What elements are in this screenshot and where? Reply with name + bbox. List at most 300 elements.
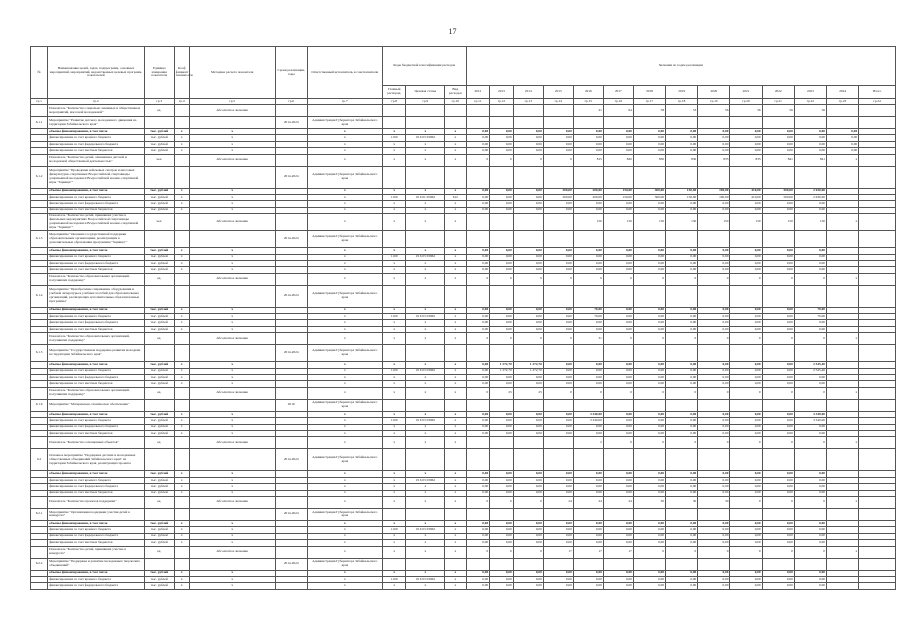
row-value-cell: x [827, 154, 859, 166]
row-coef-cell [174, 437, 189, 449]
row-unit-cell: тыс. рублей [144, 477, 174, 483]
row-coef-cell: x [174, 471, 189, 477]
row-value-cell: 0,00 [603, 477, 633, 483]
row-value-cell: 0,00 [633, 207, 665, 213]
row-value-cell: x [445, 533, 466, 539]
row-method-cell: x [189, 381, 275, 387]
row-value-cell [633, 117, 665, 129]
row-value-cell: 0,00 [633, 141, 665, 147]
row-value-cell: 0 [633, 546, 665, 558]
row-value-cell [730, 117, 762, 129]
row-value-cell: 0,00 [666, 201, 698, 207]
row-term-cell [275, 496, 307, 508]
row-value-cell [633, 449, 665, 471]
row-value-cell: x [382, 273, 406, 285]
row-value-cell: 0,00 [573, 570, 603, 576]
row-unit-cell [144, 449, 174, 471]
row-value-cell [543, 508, 573, 520]
row-value-cell: 0,00 [666, 148, 698, 154]
row-value-cell: 0 [698, 437, 730, 449]
row-value-cell: 0,00 [603, 201, 633, 207]
row-value-cell: 0,00 [762, 477, 794, 483]
row-value-cell: 0,00 [698, 267, 730, 273]
row-value-cell [513, 166, 543, 188]
row-number-cell: 6.1.2 [31, 166, 48, 188]
row-method-cell: x [189, 188, 275, 194]
row-name-cell: финансирование за счет краевого бюджета [48, 135, 145, 141]
row-coef-cell: x [174, 207, 189, 213]
row-value-cell: x [445, 254, 466, 260]
row-method-cell: x [189, 135, 275, 141]
row-value-cell [466, 508, 490, 520]
row-value-cell: 0,00 [603, 320, 633, 326]
row-value-cell: 0,00 [603, 254, 633, 260]
row-coef-cell: x [174, 381, 189, 387]
row-value-cell: 0,00 [698, 471, 730, 477]
row-value-cell: 0,00 [466, 260, 490, 266]
row-method-cell: x [189, 527, 275, 533]
row-value-cell: 0,00 [573, 362, 603, 368]
row-value-cell: 0 [794, 496, 826, 508]
row-exec-cell: x [307, 267, 382, 273]
row-value-cell: 0,00 [543, 207, 573, 213]
row-unit-cell: тыс. рублей [144, 129, 174, 135]
row-value-cell: 0,00 [543, 520, 573, 526]
row-value-cell: 0,00 [543, 583, 573, 589]
header-year: 2020 [698, 86, 730, 99]
row-method-cell: x [189, 260, 275, 266]
row-name-cell: финансирование за счет краевого бюджета [48, 527, 145, 533]
row-value-cell: 0,00 [633, 471, 665, 477]
row-value-cell [406, 285, 445, 307]
row-value-cell: 0,00 [490, 260, 514, 266]
row-value-cell: 19 6 03 03962 [406, 314, 445, 320]
row-value-cell: 0,00 [466, 418, 490, 424]
row-exec-cell: Администрация Губернатора Забайкальского края [307, 231, 382, 248]
row-unit-cell: тыс. рублей [144, 411, 174, 417]
row-value-cell [827, 105, 859, 117]
row-value-cell: 0,00 [633, 527, 665, 533]
row-value-cell: 0,00 [794, 490, 826, 496]
row-value-cell: 0,00 [490, 320, 514, 326]
row-method-cell: x [189, 490, 275, 496]
row-value-cell: 0,00 [633, 307, 665, 313]
row-value-cell: 0,00 [573, 381, 603, 387]
row-value-cell: 0 [730, 437, 762, 449]
row-value-cell: 0,00 [466, 381, 490, 387]
row-value-cell: x [382, 430, 406, 436]
row-coef-cell [174, 105, 189, 117]
row-value-cell [859, 437, 896, 449]
row-value-cell: 0,00 [466, 570, 490, 576]
row-value-cell: 0,00 [573, 326, 603, 332]
row-unit-cell: тыс. рублей [144, 471, 174, 477]
row-value-cell: x [827, 437, 859, 449]
row-value-cell [543, 558, 573, 570]
column-index-cell: гр.6 [275, 99, 307, 105]
row-value-cell: x [382, 484, 406, 490]
row-value-cell: 0,00 [490, 267, 514, 273]
row-value-cell: 0,00 [573, 527, 603, 533]
row-value-cell: 0,00 [666, 267, 698, 273]
row-value-cell: 0,00 [827, 148, 859, 154]
row-method-cell: x [189, 533, 275, 539]
row-unit-cell: тыс. рублей [144, 570, 174, 576]
row-value-cell: x [382, 496, 406, 508]
row-value-cell [698, 508, 730, 520]
row-exec-cell: x [307, 260, 382, 266]
row-method-cell: x [189, 207, 275, 213]
row-value-cell: x [382, 201, 406, 207]
row-method-cell: Абсолютное значение [189, 154, 275, 166]
row-value-cell: 200,00 [573, 194, 603, 200]
row-value-cell: 56 [762, 105, 794, 117]
row-value-cell: 0,00 [762, 267, 794, 273]
header-year: 2012 [466, 86, 490, 99]
row-value-cell: x [445, 141, 466, 147]
row-value-cell: x [406, 583, 445, 589]
row-value-cell: 0,00 [698, 362, 730, 368]
row-term-cell: 2014-2024 [275, 558, 307, 570]
program-table-sheet [30, 46, 896, 590]
row-value-cell: 0,00 [633, 362, 665, 368]
row-value-cell: x [445, 424, 466, 430]
row-value-cell: 0,00 [543, 326, 573, 332]
row-value-cell: 0,00 [762, 411, 794, 417]
row-value-cell [827, 449, 859, 471]
row-method-cell: x [189, 484, 275, 490]
row-value-cell: x [406, 387, 445, 399]
row-value-cell: 0,00 [513, 570, 543, 576]
row-value-cell: 58 [633, 105, 665, 117]
row-value-cell: 0,00 [666, 424, 698, 430]
row-value-cell [543, 214, 573, 231]
row-value-cell [573, 399, 603, 411]
row-exec-cell: x [307, 484, 382, 490]
row-value-cell [603, 345, 633, 362]
row-value-cell: x [382, 570, 406, 576]
row-value-cell: 0,00 [466, 484, 490, 490]
row-value-cell: 150 [633, 214, 665, 231]
row-method-cell: x [189, 201, 275, 207]
row-value-cell: x [445, 362, 466, 368]
row-value-cell [666, 399, 698, 411]
row-value-cell: 56 [730, 105, 762, 117]
column-index-cell: гр.7 [307, 99, 382, 105]
row-value-cell: 0,00 [573, 201, 603, 207]
row-value-cell [859, 546, 896, 558]
row-value-cell: 0,00 [603, 207, 633, 213]
row-exec-cell: x [307, 320, 382, 326]
row-value-cell: x [406, 307, 445, 313]
row-value-cell: 53 [666, 105, 698, 117]
row-value-cell: 0,00 [730, 129, 762, 135]
row-value-cell: 0,00 [698, 135, 730, 141]
row-unit-cell [144, 117, 174, 129]
row-value-cell: x [406, 326, 445, 332]
row-name-cell: финансирование за счет местных бюджетов [48, 490, 145, 496]
row-value-cell [406, 449, 445, 471]
column-index-cell: гр.9 [406, 99, 445, 105]
row-value-cell: 0,00 [666, 540, 698, 546]
row-value-cell: 0,00 [490, 375, 514, 381]
row-value-cell: 0,00 [730, 201, 762, 207]
row-coef-cell: x [174, 477, 189, 483]
row-value-cell: 0,00 [466, 533, 490, 539]
row-value-cell: x [445, 248, 466, 254]
row-value-cell: 19 6 03 03962 [406, 135, 445, 141]
row-value-cell: x [406, 471, 445, 477]
row-value-cell [466, 214, 490, 231]
row-value-cell: 0,00 [666, 430, 698, 436]
row-number-cell: 6.1.4 [31, 285, 48, 307]
row-value-cell: 0,00 [698, 207, 730, 213]
row-unit-cell: тыс. рублей [144, 362, 174, 368]
activity-row [31, 231, 896, 248]
row-value-cell [859, 105, 896, 117]
row-value-cell: 0,00 [603, 411, 633, 417]
row-name-cell: финансирование за счет федерального бюджета [48, 201, 145, 207]
row-value-cell: 0,00 [762, 471, 794, 477]
row-value-cell [466, 285, 490, 307]
row-value-cell: 0,00 [603, 129, 633, 135]
row-value-cell: x [382, 248, 406, 254]
row-value-cell [698, 231, 730, 248]
row-value-cell: 0,00 [827, 141, 859, 147]
row-value-cell: 0,00 [513, 520, 543, 526]
row-value-cell [445, 508, 466, 520]
row-value-cell [573, 166, 603, 188]
row-coef-cell: x [174, 484, 189, 490]
activity-row [31, 166, 896, 188]
row-value-cell: x [382, 207, 406, 213]
row-exec-cell: x [307, 583, 382, 589]
indicator-row [31, 273, 896, 285]
column-index-cell: гр.8 [382, 99, 406, 105]
row-value-cell: 0,00 [466, 314, 490, 320]
row-exec-cell: x [307, 135, 382, 141]
row-value-cell [827, 285, 859, 307]
row-value-cell: 0,00 [633, 267, 665, 273]
row-value-cell: 0,00 [543, 267, 573, 273]
row-exec-cell: x [307, 576, 382, 582]
row-value-cell: 0 [794, 273, 826, 285]
row-value-cell [698, 117, 730, 129]
column-index-cell: гр.13 [513, 99, 543, 105]
row-value-cell: 0,00 [762, 260, 794, 266]
row-value-cell: 0,00 [666, 418, 698, 424]
row-method-cell: x [189, 248, 275, 254]
row-value-cell: x [445, 471, 466, 477]
row-value-cell: 0,00 [794, 527, 826, 533]
row-value-cell: x [445, 188, 466, 194]
row-value-cell [573, 345, 603, 362]
row-value-cell: 0,00 [513, 129, 543, 135]
row-value-cell [730, 399, 762, 411]
row-value-cell [603, 399, 633, 411]
row-coef-cell [174, 508, 189, 520]
row-value-cell: 0,00 [633, 129, 665, 135]
row-unit-cell: тыс. рублей [144, 533, 174, 539]
row-unit-cell: тыс. рублей [144, 260, 174, 266]
row-term-cell [275, 387, 307, 399]
row-value-cell: 0,00 [666, 490, 698, 496]
row-name-cell: Мероприятие "Поддержка и развитие молодежных творческих объединений" [48, 558, 145, 570]
column-index-cell: гр.4 [174, 99, 189, 105]
row-value-cell: 0,00 [698, 490, 730, 496]
row-value-cell: 0,00 [513, 576, 543, 582]
header-year: 2022 [762, 86, 794, 99]
row-value-cell: 0,00 [490, 477, 514, 483]
row-value-cell: 0,00 [543, 135, 573, 141]
row-value-cell [794, 231, 826, 248]
row-value-cell: x [382, 477, 406, 483]
row-value-cell: 0,00 [603, 314, 633, 320]
row-method-cell: x [189, 430, 275, 436]
row-value-cell: 25 [513, 387, 543, 399]
row-value-cell: 30 [633, 496, 665, 508]
row-value-cell: 0 [490, 273, 514, 285]
row-value-cell: 0 [466, 387, 490, 399]
row-value-cell: 0,00 [666, 520, 698, 526]
row-value-cell [406, 345, 445, 362]
row-method-cell: x [189, 267, 275, 273]
row-value-cell: 0,00 [633, 375, 665, 381]
row-value-cell: 0,00 [490, 490, 514, 496]
row-value-cell [382, 285, 406, 307]
row-exec-cell: x [307, 141, 382, 147]
row-value-cell: x [406, 129, 445, 135]
row-value-cell: 19 6 03 03962 [406, 418, 445, 424]
row-exec-cell: x [307, 381, 382, 387]
row-value-cell: 0,00 [543, 362, 573, 368]
row-value-cell: 0,00 [762, 381, 794, 387]
row-value-cell: x [406, 248, 445, 254]
row-value-cell [698, 166, 730, 188]
row-value-cell: 200,00 [543, 194, 573, 200]
row-value-cell: 0,00 [762, 201, 794, 207]
row-exec-cell: Администрация Губернатора Забайкальского края [307, 166, 382, 188]
row-value-cell [490, 449, 514, 471]
row-value-cell: 0,00 [633, 314, 665, 320]
row-value-cell: 0,00 [490, 135, 514, 141]
row-value-cell: 0,00 [573, 520, 603, 526]
row-number-cell: 6.1.6 [31, 399, 48, 411]
row-value-cell: 190,00 [698, 188, 730, 194]
row-value-cell: 500,00 [762, 194, 794, 200]
row-name-cell: финансирование за счет федерального бюджета [48, 260, 145, 266]
row-value-cell: 0 [666, 387, 698, 399]
row-exec-cell: x [307, 533, 382, 539]
row-value-cell: x [445, 520, 466, 526]
row-value-cell: 0,00 [730, 307, 762, 313]
row-value-cell: 0,00 [466, 129, 490, 135]
row-value-cell: 1 272,70 [490, 362, 514, 368]
row-value-cell: 0,00 [794, 267, 826, 273]
row-value-cell [406, 558, 445, 570]
row-value-cell [859, 508, 896, 520]
row-method-cell: x [189, 411, 275, 417]
row-value-cell: 0 [466, 273, 490, 285]
row-value-cell [513, 399, 543, 411]
row-value-cell: 0,00 [730, 583, 762, 589]
row-value-cell [730, 345, 762, 362]
row-value-cell: x [406, 533, 445, 539]
row-value-cell [543, 105, 573, 117]
row-value-cell [698, 285, 730, 307]
row-value-cell: 0,00 [466, 490, 490, 496]
row-value-cell: 0,00 [633, 583, 665, 589]
row-value-cell [794, 508, 826, 520]
program-table [30, 46, 896, 590]
row-exec-cell: x [307, 490, 382, 496]
header-code-sub: Целевая статья [406, 86, 445, 99]
row-coef-cell: x [174, 141, 189, 147]
row-value-cell: 0,00 [666, 207, 698, 213]
row-value-cell: 0,00 [666, 583, 698, 589]
row-value-cell: 0 [573, 273, 603, 285]
header-year: 2024 [827, 86, 859, 99]
row-value-cell [445, 449, 466, 471]
row-value-cell: 0,00 [603, 540, 633, 546]
row-coef-cell: x [174, 254, 189, 260]
row-value-cell: x [382, 375, 406, 381]
row-exec-cell: x [307, 273, 382, 285]
row-value-cell: 0,00 [490, 201, 514, 207]
row-exec-cell: x [307, 368, 382, 374]
row-value-cell: 0,00 [490, 248, 514, 254]
row-value-cell: 0,00 [490, 570, 514, 576]
row-value-cell: 0,00 [543, 381, 573, 387]
header-year: 2021 [730, 86, 762, 99]
header-values: Значения по годам реализации [466, 47, 895, 86]
row-value-cell: 0,00 [762, 490, 794, 496]
row-value-cell: 0,00 [543, 201, 573, 207]
row-value-cell: 0,00 [698, 477, 730, 483]
row-value-cell: 0,00 [762, 533, 794, 539]
row-value-cell: x [445, 381, 466, 387]
row-value-cell: 0,00 [762, 576, 794, 582]
row-value-cell: 0,00 [490, 307, 514, 313]
row-value-cell: 0,00 [603, 141, 633, 147]
row-value-cell: x [382, 381, 406, 387]
row-value-cell: 0,00 [698, 540, 730, 546]
row-value-cell [543, 285, 573, 307]
row-value-cell: 0,00 [762, 129, 794, 135]
row-value-cell: 0 [466, 154, 490, 166]
row-value-cell: 0,00 [490, 381, 514, 387]
row-value-cell: 0,00 [543, 430, 573, 436]
row-value-cell [382, 105, 406, 117]
row-value-cell: 41 [573, 105, 603, 117]
row-value-cell: 0,00 [730, 362, 762, 368]
row-value-cell: 0,00 [698, 260, 730, 266]
row-value-cell [794, 117, 826, 129]
row-value-cell: 0 [633, 333, 665, 345]
row-value-cell [445, 105, 466, 117]
row-coef-cell: x [174, 424, 189, 430]
row-method-cell [189, 345, 275, 362]
row-unit-cell [144, 558, 174, 570]
row-value-cell: 0,00 [730, 207, 762, 213]
row-coef-cell: x [174, 135, 189, 141]
row-value-cell: x [445, 326, 466, 332]
row-value-cell: 0,00 [573, 583, 603, 589]
row-value-cell: 0,00 [730, 418, 762, 424]
row-value-cell [859, 583, 896, 589]
row-name-cell: Мероприятие "Организация поддержки участия детей в конкурсах" [48, 508, 145, 520]
row-term-cell [275, 154, 307, 166]
